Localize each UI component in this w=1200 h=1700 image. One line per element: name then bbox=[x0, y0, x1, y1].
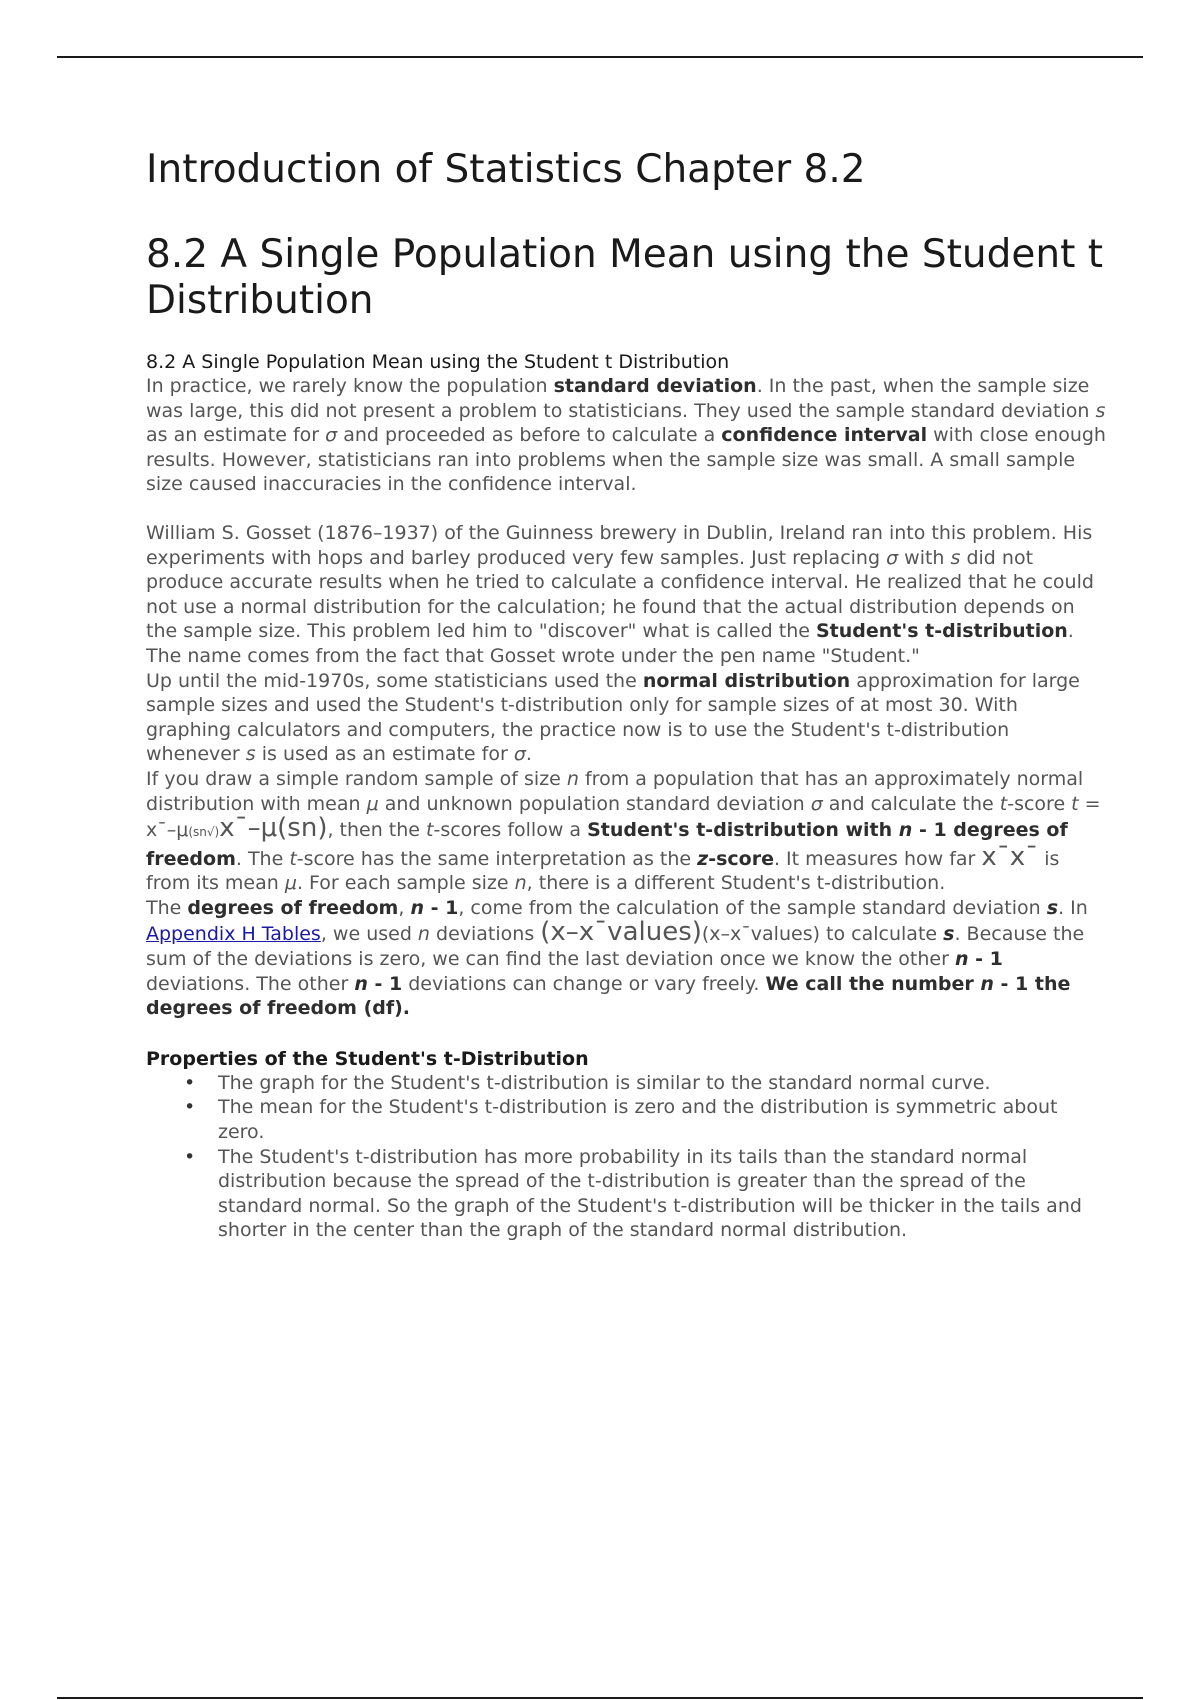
deviation-formula: (x–x¯values) bbox=[540, 917, 702, 948]
top-rule bbox=[57, 56, 1143, 58]
t-score-formula-small: (sn√) bbox=[188, 825, 220, 840]
paragraph-intro: In practice, we rarely know the population standard deviation. In the past, when the sample size was large, this did not present a problem to statisticians. They used the sample standard deviation s as an estimate for σ and proceeded as before to calculate a confidence interval with close enough results. However, statisticians ran into problems when the sample size was small. A small sample size caused inaccuracies in the confidence interval. bbox=[146, 375, 1106, 496]
list-item: • The graph for the Student's t-distribution is similar to the standard normal curve. bbox=[184, 1071, 991, 1094]
bullet-icon: • bbox=[184, 1096, 196, 1119]
bottom-rule bbox=[57, 1697, 1143, 1699]
properties-list bbox=[146, 1071, 1106, 1243]
x-bar-formula: x¯x¯ bbox=[981, 841, 1039, 872]
properties-heading: Properties of the Student's t-Distribution bbox=[146, 1047, 589, 1070]
paragraph-t-score: If you draw a simple random sample of size n from a population that has an approximately normal distribution with mean μ and unknown population standard deviation σ and calculate the t-score t = x¯–μ(sn√)x¯–μ(sn), then the t-scores follow a Student's t-distribution with n - 1 degrees of freedom. The t-score has the same interpretation as the z-score. It measures how far x¯x¯ is from its mean μ. For each sample size n, there is a different Student's t-distribution. bbox=[146, 767, 1101, 895]
paragraph-history: Up until the mid-1970s, some statisticians used the normal distribution approximation for large sample sizes and used the Student's t-distribution only for sample sizes of at most 30. With graphing calculators and computers, the practice now is to use the Student's t-distribution whenever s is used as an estimate for σ. bbox=[146, 669, 1080, 766]
document-body bbox=[146, 140, 1106, 1243]
appendix-h-link[interactable]: Appendix H Tables bbox=[146, 923, 321, 946]
list-item: • The mean for the Student's t-distribution is zero and the distribution is symmetric about zero. bbox=[184, 1096, 1058, 1144]
paragraph-gosset: William S. Gosset (1876–1937) of the Guinness brewery in Dublin, Ireland ran into this problem. His experiments with hops and barley produced very few samples. Just replacing σ with s did not produce accurate results when he tried to calculate a confidence interval. He realized that he could not use a normal distribution for the calculation; he found that the actual distribution depends on the sample size. This problem led him to "discover" what is called the Student's t-distribution. The name comes from the fact that Gosset wrote under the pen name "Student." bbox=[146, 521, 1094, 667]
bullet-icon: • bbox=[184, 1145, 196, 1168]
paragraph-degrees-of-freedom: The degrees of freedom, n - 1, come from the calculation of the sample standard deviation s. In Appendix H Tables, we used n deviations (x–x¯values)(x–x¯values) to calculate s. Because the sum of the deviations is zero, we can find the last deviation once we know the other n - 1 deviations. The other n - 1 deviations can change or vary freely. We call the number n - 1 the degrees of freedom (df). bbox=[146, 896, 1088, 1020]
document-title: Introduction of Statistics Chapter 8.2 bbox=[146, 147, 866, 192]
t-score-formula: x¯–μ(sn) bbox=[219, 813, 328, 844]
section-title: 8.2 A Single Population Mean using the Student t Distribution bbox=[146, 232, 1104, 323]
bullet-icon: • bbox=[184, 1071, 196, 1094]
section-subheading: 8.2 A Single Population Mean using the Student t Distribution bbox=[146, 351, 730, 373]
list-item: • The Student's t-distribution has more probability in its tails than the standard normal distribution because the spread of the t-distribution is greater than the spread of the standard normal. So the graph of the Student's t-distribution will be thicker in the tails and shorter in the center than the graph of the standard normal distribution. bbox=[184, 1145, 1082, 1242]
